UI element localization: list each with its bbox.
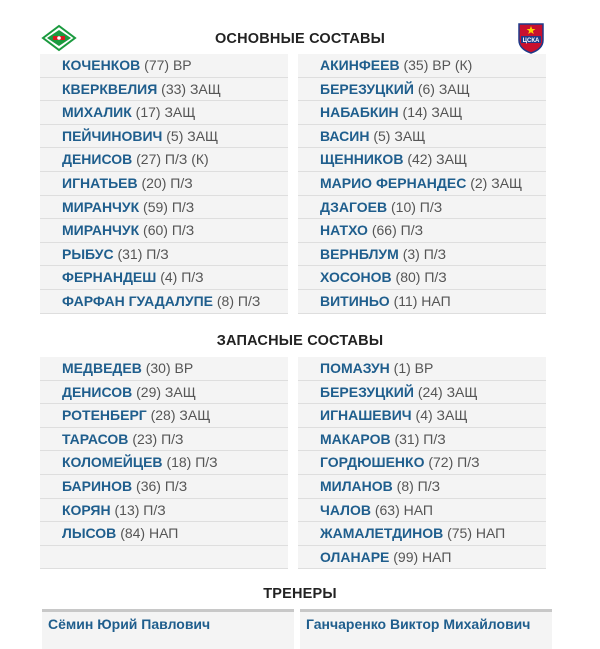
- empty-list-item: [40, 546, 288, 570]
- cska-logo-icon: [517, 22, 545, 54]
- list-item[interactable]: ЩЕННИКОВ (42) ЗАЩ: [298, 148, 546, 172]
- list-item[interactable]: ДЗАГОЕВ (10) П/З: [298, 196, 546, 220]
- list-item[interactable]: МАРИО ФЕРНАНДЕС (2) ЗАЩ: [298, 172, 546, 196]
- list-item[interactable]: ИГНАТЬЕВ (20) П/З: [40, 172, 288, 196]
- list-item[interactable]: БЕРЕЗУЦКИЙ (24) ЗАЩ: [298, 381, 546, 405]
- away-coach-name[interactable]: Ганчаренко Виктор Михайлович: [300, 609, 552, 649]
- list-item[interactable]: ГОРДЮШЕНКО (72) П/З: [298, 451, 546, 475]
- list-item[interactable]: МИРАНЧУК (59) П/З: [40, 196, 288, 220]
- list-item[interactable]: РОТЕНБЕРГ (28) ЗАЩ: [40, 404, 288, 428]
- starting-lineups-title: ОСНОВНЫЕ СОСТАВЫ: [214, 31, 386, 47]
- list-item[interactable]: ФАРФАН ГУАДАЛУПЕ (8) П/З: [40, 290, 288, 314]
- list-item[interactable]: ОЛАНАРЕ (99) НАП: [298, 546, 546, 570]
- list-item[interactable]: МИРАНЧУК (60) П/З: [40, 219, 288, 243]
- list-item[interactable]: КОЛОМЕЙЦЕВ (18) П/З: [40, 451, 288, 475]
- away-subs-list: [298, 357, 546, 569]
- list-item[interactable]: ПЕЙЧИНОВИЧ (5) ЗАЩ: [40, 125, 288, 149]
- list-item[interactable]: ВАСИН (5) ЗАЩ: [298, 125, 546, 149]
- list-item[interactable]: БЕРЕЗУЦКИЙ (6) ЗАЩ: [298, 78, 546, 102]
- list-item[interactable]: АКИНФЕЕВ (35) ВР (К): [298, 54, 546, 78]
- list-item[interactable]: ЖАМАЛЕТДИНОВ (75) НАП: [298, 522, 546, 546]
- list-item[interactable]: ПОМАЗУН (1) ВР: [298, 357, 546, 381]
- list-item[interactable]: КОРЯН (13) П/З: [40, 499, 288, 523]
- list-item[interactable]: ЧАЛОВ (63) НАП: [298, 499, 546, 523]
- list-item[interactable]: ДЕНИСОВ (27) П/З (К): [40, 148, 288, 172]
- list-item[interactable]: МИЛАНОВ (8) П/З: [298, 475, 546, 499]
- coaches-title: ТРЕНЕРЫ: [263, 586, 337, 602]
- list-item[interactable]: ВЕРНБЛУМ (3) П/З: [298, 243, 546, 267]
- list-item[interactable]: НАБАБКИН (14) ЗАЩ: [298, 101, 546, 125]
- list-item[interactable]: КВЕРКВЕЛИЯ (33) ЗАЩ: [40, 78, 288, 102]
- away-starting-list: [298, 54, 546, 314]
- list-item[interactable]: МЕДВЕДЕВ (30) ВР: [40, 357, 288, 381]
- list-item[interactable]: КОЧЕНКОВ (77) ВР: [40, 54, 288, 78]
- list-item[interactable]: ФЕРНАНДЕШ (4) П/З: [40, 266, 288, 290]
- list-item[interactable]: ХОСОНОВ (80) П/З: [298, 266, 546, 290]
- list-item[interactable]: НАТХО (66) П/З: [298, 219, 546, 243]
- list-item[interactable]: ИГНАШЕВИЧ (4) ЗАЩ: [298, 404, 546, 428]
- substitutes-title: ЗАПАСНЫЕ СОСТАВЫ: [216, 333, 384, 349]
- list-item[interactable]: МАКАРОВ (31) П/З: [298, 428, 546, 452]
- svg-text:ЦСКА: ЦСКА: [522, 38, 540, 44]
- home-subs-list: [40, 357, 288, 569]
- list-item[interactable]: ТАРАСОВ (23) П/З: [40, 428, 288, 452]
- list-item[interactable]: БАРИНОВ (36) П/З: [40, 475, 288, 499]
- home-coach-name[interactable]: Сёмин Юрий Павлович: [42, 609, 294, 649]
- home-starting-list: [40, 54, 288, 314]
- list-item[interactable]: МИХАЛИК (17) ЗАЩ: [40, 101, 288, 125]
- list-item[interactable]: ДЕНИСОВ (29) ЗАЩ: [40, 381, 288, 405]
- list-item[interactable]: ВИТИНЬО (11) НАП: [298, 290, 546, 314]
- list-item[interactable]: РЫБУС (31) П/З: [40, 243, 288, 267]
- list-item[interactable]: ЛЫСОВ (84) НАП: [40, 522, 288, 546]
